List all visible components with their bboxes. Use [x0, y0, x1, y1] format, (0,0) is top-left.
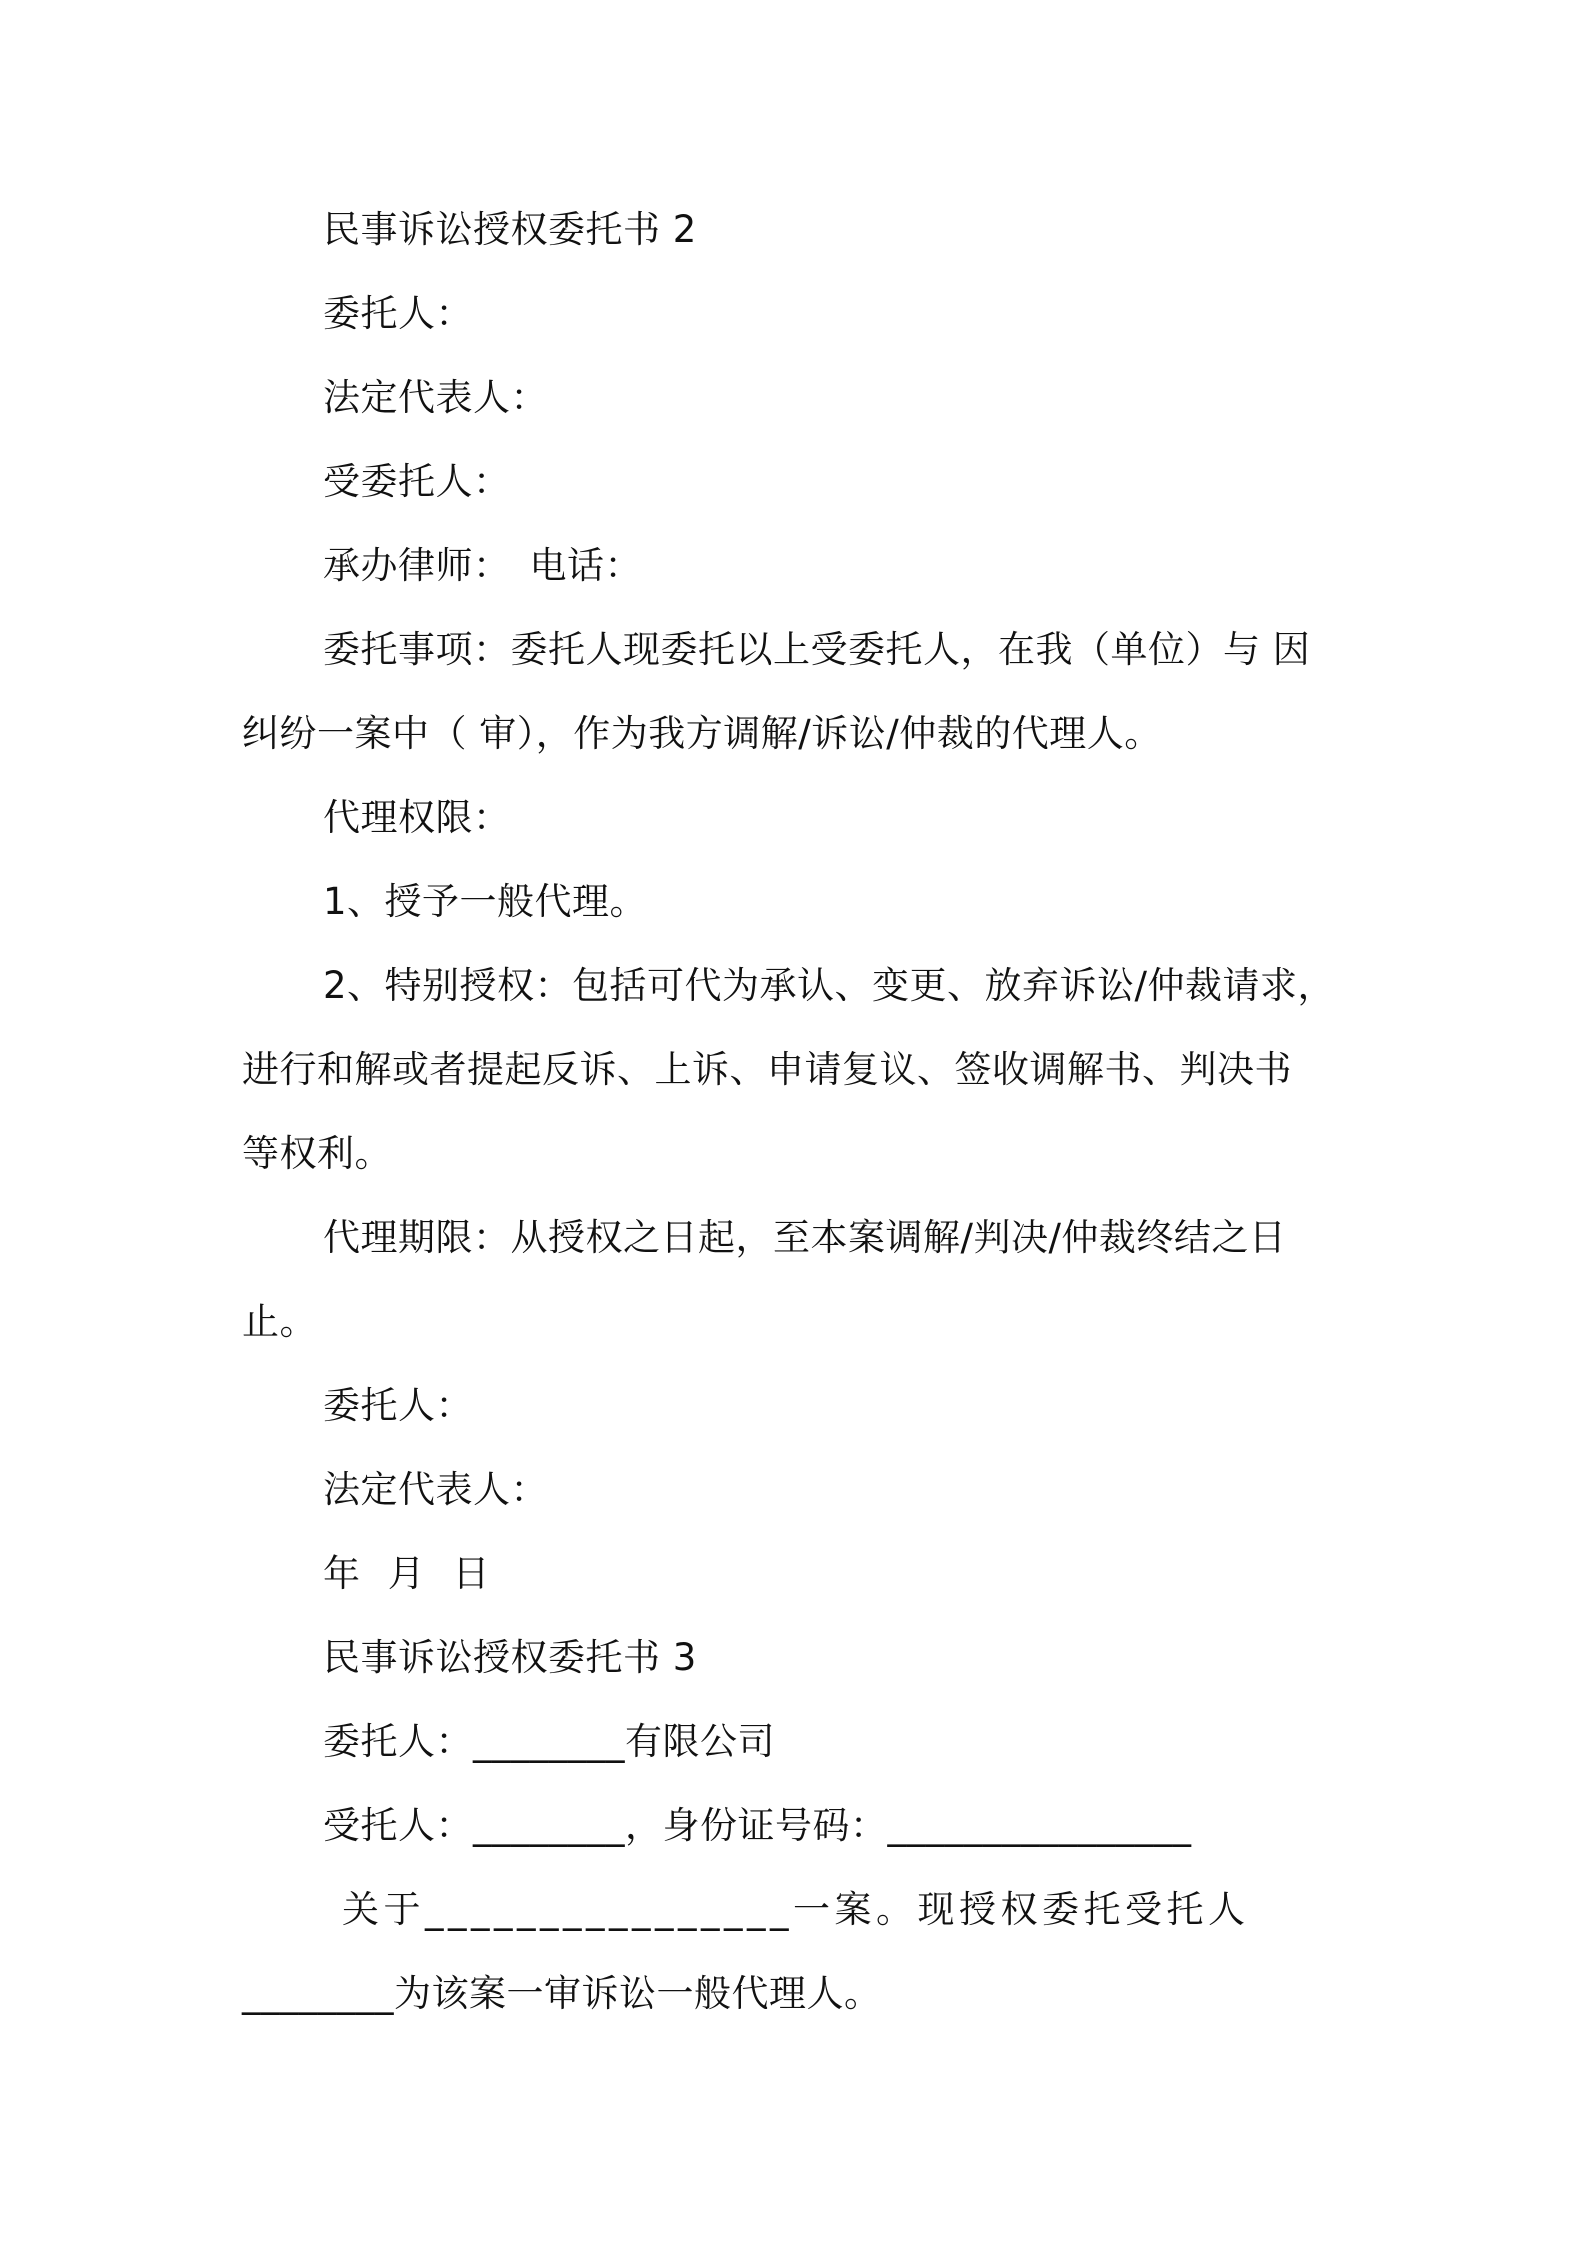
case-authorization-line-1: 关于________________一案。现授权委托受托人	[342, 1888, 1250, 1931]
trustee-id-line: 受托人：________，身份证号码：________________	[323, 1804, 1192, 1847]
entrusted-matter-line-1: 委托事项：委托人现委托以上受委托人，在我（单位）与 因	[323, 628, 1311, 671]
authority-item-2-line-3: 等权利。	[242, 1132, 392, 1175]
authority-item-1: 1、授予一般代理。	[323, 880, 648, 923]
date-line: 年 月 日	[323, 1552, 498, 1595]
authority-item-2-line-2: 进行和解或者提起反诉、上诉、申请复议、签收调解书、判决书	[242, 1048, 1292, 1091]
principal-signature-label: 委托人：	[323, 1384, 473, 1427]
case-authorization-line-2: ________为该案一审诉讼一般代理人。	[242, 1972, 882, 2015]
agency-term-line-1: 代理期限：从授权之日起，至本案调解/判决/仲裁终结之日	[323, 1216, 1287, 1259]
authority-item-2-line-1: 2、特别授权：包括可代为承认、变更、放弃诉讼/仲裁请求，	[323, 964, 1336, 1007]
agency-term-line-2: 止。	[242, 1300, 317, 1343]
agency-authority-label: 代理权限：	[323, 796, 511, 839]
section-title-3: 民事诉讼授权委托书 3	[323, 1636, 697, 1679]
principal-label: 委托人：	[323, 292, 473, 335]
section-title-2: 民事诉讼授权委托书 2	[323, 208, 697, 251]
legal-representative-signature-label: 法定代表人：	[323, 1468, 548, 1511]
agent-label: 受委托人：	[323, 460, 511, 503]
principal-company-line: 委托人：________有限公司	[323, 1720, 775, 1763]
lawyer-phone-line: 承办律师： 电话：	[323, 544, 642, 587]
entrusted-matter-line-2: 纠纷一案中（ 审），作为我方调解/诉讼/仲裁的代理人。	[242, 712, 1162, 755]
legal-representative-label: 法定代表人：	[323, 376, 548, 419]
